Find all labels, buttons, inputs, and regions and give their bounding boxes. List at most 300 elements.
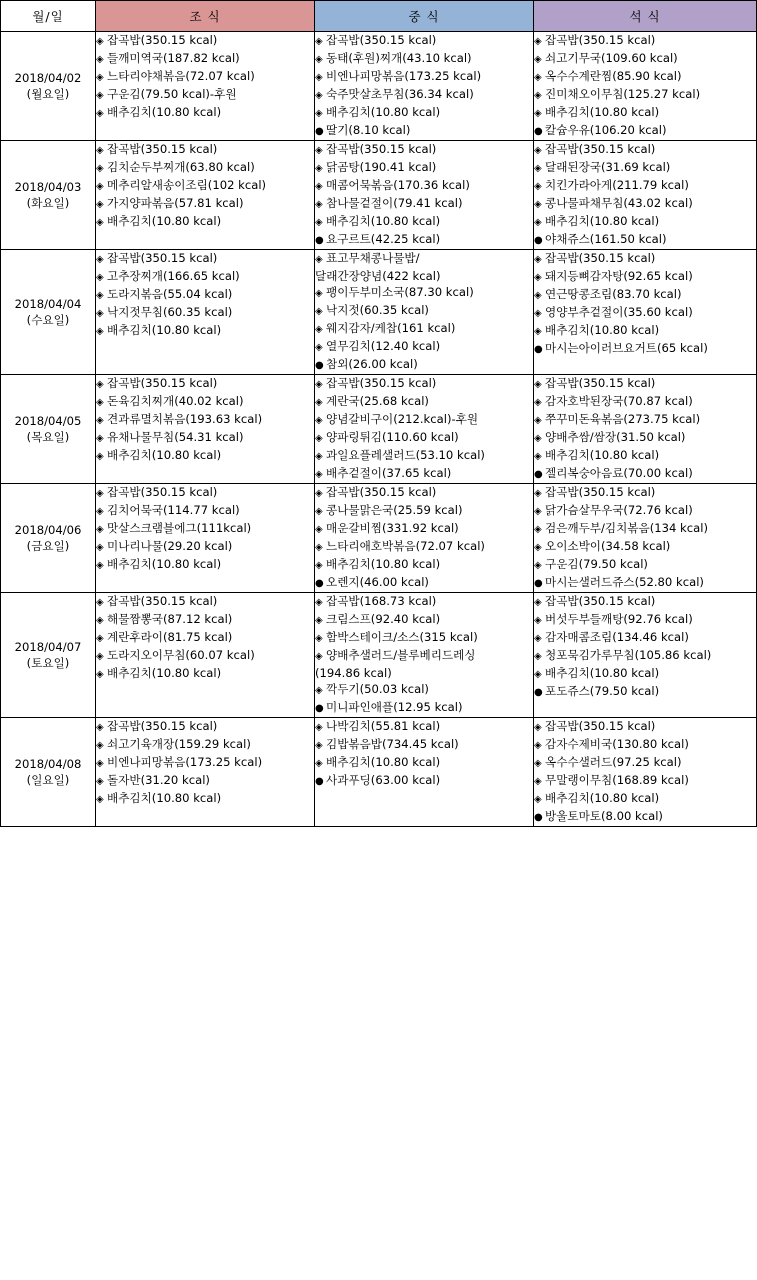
menu-item-text: 닭가슴살무우국(72.76 kcal) [545, 503, 693, 517]
menu-item-text: 팽이두부미소국(87.30 kcal) [326, 285, 474, 299]
dish-bullet-icon: ◈ [96, 560, 104, 571]
lunch-cell [315, 250, 534, 375]
dinner-cell [534, 32, 757, 141]
menu-item-text: 야채쥬스(161.50 kcal) [545, 232, 667, 246]
menu-item-text: 나박김치(55.81 kcal) [326, 719, 441, 733]
menu-item-text: 들깨미역국(187.82 kcal) [107, 51, 240, 65]
dish-bullet-icon: ◈ [96, 217, 104, 228]
menu-item-text: 옥수수계란찜(85.90 kcal) [545, 69, 682, 83]
menu-item-text: 콩나물맑은국(25.59 kcal) [326, 503, 463, 517]
day-row [1, 484, 757, 593]
dish-bullet-icon: ◈ [534, 308, 542, 319]
dish-bullet-icon: ◈ [315, 217, 323, 228]
dish-bullet-icon: ◈ [534, 506, 542, 517]
menu-item-text: 무말랭이무침(168.89 kcal) [545, 773, 689, 787]
dish-bullet-icon: ◈ [534, 72, 542, 83]
menu-item-text: 옥수수샐러드(97.25 kcal) [545, 755, 682, 769]
menu-item-text: (194.86 kcal) [315, 666, 392, 680]
dish-bullet-icon: ◈ [315, 397, 323, 408]
menu-item [315, 104, 533, 122]
dessert-bullet-icon: ● [534, 126, 543, 137]
menu-item-text: 칼슘우유(106.20 kcal) [545, 123, 667, 137]
dish-bullet-icon: ◈ [315, 72, 323, 83]
menu-item [534, 375, 756, 393]
menu-item-text: 표고무채콩나물밥/ [326, 251, 420, 265]
menu-item [96, 177, 314, 195]
menu-item [96, 520, 314, 538]
menu-item [96, 629, 314, 647]
menu-item [534, 322, 756, 340]
dinner-column-header: 석 식 [534, 1, 757, 32]
menu-item [315, 86, 533, 104]
dish-bullet-icon: ◈ [315, 633, 323, 644]
menu-item [96, 484, 314, 502]
dish-bullet-icon: ◈ [315, 433, 323, 444]
menu-item-text: 치킨가라아게(211.79 kcal) [545, 178, 689, 192]
menu-item [96, 502, 314, 520]
menu-item-text: 느타리야채볶음(72.07 kcal) [107, 69, 255, 83]
dish-bullet-icon: ◈ [96, 415, 104, 426]
menu-item-text: 요구르트(42.25 kcal) [326, 232, 441, 246]
menu-item [96, 411, 314, 429]
menu-item-text: 잡곡밥(350.15 kcal) [326, 376, 437, 390]
menu-item [315, 250, 533, 268]
menu-item [315, 159, 533, 177]
menu-item [96, 86, 314, 104]
menu-item-text: 돼지등뼈감자탕(92.65 kcal) [545, 269, 693, 283]
menu-item [534, 86, 756, 104]
menu-item-text: 양파링튀김(110.60 kcal) [326, 430, 459, 444]
dish-bullet-icon: ◈ [315, 451, 323, 462]
menu-item [315, 520, 533, 538]
menu-item [96, 32, 314, 50]
dish-bullet-icon: ◈ [96, 651, 104, 662]
menu-item-text: 양배추쌈/쌈장(31.50 kcal) [545, 430, 686, 444]
menu-item-text: 배추겉절이(37.65 kcal) [326, 466, 452, 480]
dish-bullet-icon: ◈ [315, 415, 323, 426]
menu-item [96, 213, 314, 231]
menu-item [96, 50, 314, 68]
menu-item [534, 574, 756, 592]
breakfast-cell [96, 375, 315, 484]
dish-bullet-icon: ◈ [534, 397, 542, 408]
dish-bullet-icon: ◈ [534, 145, 542, 156]
menu-item-text: 배추김치(10.80 kcal) [326, 105, 441, 119]
menu-item-text: 웨지감자/케찹(161 kcal) [326, 321, 456, 335]
menu-item-text: 양배추샐러드/블루베리드레싱 [326, 648, 476, 662]
menu-item-text: 쭈꾸미돈육볶음(273.75 kcal) [545, 412, 701, 426]
menu-item-text: 매운갈비찜(331.92 kcal) [326, 521, 459, 535]
menu-item-text: 양념갈비구이(212.kcal)-후원 [326, 412, 479, 426]
menu-item [315, 375, 533, 393]
menu-item [534, 629, 756, 647]
menu-item-text: 쇠고기무국(109.60 kcal) [545, 51, 678, 65]
menu-item [534, 665, 756, 683]
menu-item [96, 268, 314, 286]
dish-bullet-icon: ◈ [534, 488, 542, 499]
menu-item [315, 772, 533, 790]
menu-item-text: 미니파인애플(12.95 kcal) [326, 700, 463, 714]
menu-item [534, 340, 756, 358]
dish-bullet-icon: ◈ [96, 776, 104, 787]
menu-item-text: 메추리알새송이조림(102 kcal) [107, 178, 267, 192]
menu-item-text: 방울토마토(8.00 kcal) [545, 809, 663, 823]
menu-item [96, 736, 314, 754]
menu-item-text: 계란국(25.68 kcal) [326, 394, 429, 408]
menu-item [315, 502, 533, 520]
breakfast-column-header: 조 식 [96, 1, 315, 32]
menu-item [96, 665, 314, 683]
menu-item [315, 699, 533, 717]
menu-item [534, 213, 756, 231]
menu-item-text: 배추김치(10.80 kcal) [107, 105, 222, 119]
dish-bullet-icon: ◈ [315, 163, 323, 174]
menu-item [315, 647, 533, 665]
dish-bullet-icon: ◈ [96, 145, 104, 156]
menu-item-text: 콩나물파채무침(43.02 kcal) [545, 196, 693, 210]
menu-item-text: 김치어묵국(114.77 kcal) [107, 503, 240, 517]
dish-bullet-icon: ◈ [96, 397, 104, 408]
day-row [1, 141, 757, 250]
menu-item-text: 낙지젓(60.35 kcal) [326, 303, 429, 317]
menu-item [315, 302, 533, 320]
menu-item [534, 683, 756, 701]
day-row [1, 250, 757, 375]
menu-item [315, 447, 533, 465]
menu-item-text: 고추장찌개(166.65 kcal) [107, 269, 240, 283]
menu-item-text: 숙주맛살초무침(36.34 kcal) [326, 87, 474, 101]
menu-item [534, 718, 756, 736]
dish-bullet-icon: ◈ [315, 306, 323, 317]
dish-bullet-icon: ◈ [534, 163, 542, 174]
weekday-text: (화요일) [26, 196, 70, 210]
menu-item [534, 736, 756, 754]
dish-bullet-icon: ◈ [534, 758, 542, 769]
menu-item [315, 465, 533, 483]
dish-bullet-icon: ◈ [534, 108, 542, 119]
menu-item [534, 122, 756, 140]
menu-item [315, 393, 533, 411]
dish-bullet-icon: ◈ [534, 560, 542, 571]
dish-bullet-icon: ◈ [96, 90, 104, 101]
menu-item-text: 돈육김치찌개(40.02 kcal) [107, 394, 244, 408]
dish-bullet-icon: ◈ [534, 415, 542, 426]
menu-item-text: 배추김치(10.80 kcal) [326, 214, 441, 228]
dessert-bullet-icon: ● [315, 578, 324, 589]
menu-item-text: 구운김(79.50 kcal)-후원 [107, 87, 237, 101]
menu-item-text: 가지양파볶음(57.81 kcal) [107, 196, 244, 210]
weekday-text: (토요일) [26, 656, 70, 670]
menu-item [315, 231, 533, 249]
weekday-text: (금요일) [26, 539, 70, 553]
dish-bullet-icon: ◈ [315, 469, 323, 480]
menu-item [534, 772, 756, 790]
dish-bullet-icon: ◈ [315, 342, 323, 353]
menu-item [96, 754, 314, 772]
dessert-bullet-icon: ● [315, 776, 324, 787]
weekday-text: (목요일) [26, 430, 70, 444]
dish-bullet-icon: ◈ [96, 181, 104, 192]
dish-bullet-icon: ◈ [534, 794, 542, 805]
menu-item-text: 배추김치(10.80 kcal) [107, 323, 222, 337]
menu-item-text: 참나물겉절이(79.41 kcal) [326, 196, 463, 210]
dessert-bullet-icon: ● [315, 360, 324, 371]
menu-item [96, 68, 314, 86]
dish-bullet-icon: ◈ [96, 108, 104, 119]
menu-item [96, 593, 314, 611]
dish-bullet-icon: ◈ [534, 36, 542, 47]
dish-bullet-icon: ◈ [96, 326, 104, 337]
menu-item [96, 141, 314, 159]
day-row [1, 593, 757, 718]
menu-item-text: 잡곡밥(350.15 kcal) [107, 594, 218, 608]
dish-bullet-icon: ◈ [96, 72, 104, 83]
menu-item [315, 68, 533, 86]
date-cell [1, 250, 96, 375]
lunch-cell [315, 375, 534, 484]
dish-bullet-icon: ◈ [315, 685, 323, 696]
dish-bullet-icon: ◈ [96, 379, 104, 390]
menu-item [315, 754, 533, 772]
date-text: 2018/04/02 [14, 71, 82, 85]
dish-bullet-icon: ◈ [96, 54, 104, 65]
menu-body [1, 32, 757, 827]
menu-item-text: 느타리애호박볶음(72.07 kcal) [326, 539, 485, 553]
menu-item [534, 250, 756, 268]
dish-bullet-icon: ◈ [534, 326, 542, 337]
menu-item-text: 잡곡밥(350.15 kcal) [107, 376, 218, 390]
dish-bullet-icon: ◈ [96, 254, 104, 265]
menu-item-text: 배추김치(10.80 kcal) [545, 791, 660, 805]
dish-bullet-icon: ◈ [534, 722, 542, 733]
menu-item-text: 진미채오이무침(125.27 kcal) [545, 87, 701, 101]
menu-item [96, 772, 314, 790]
menu-item [315, 593, 533, 611]
dish-bullet-icon: ◈ [96, 163, 104, 174]
menu-item-text: 잡곡밥(350.15 kcal) [545, 251, 656, 265]
menu-item-text: 잡곡밥(350.15 kcal) [545, 594, 656, 608]
menu-item [315, 665, 533, 681]
menu-item [534, 286, 756, 304]
dish-bullet-icon: ◈ [534, 542, 542, 553]
dish-bullet-icon: ◈ [534, 379, 542, 390]
menu-item-text: 닭곰탕(190.41 kcal) [326, 160, 437, 174]
dish-bullet-icon: ◈ [534, 740, 542, 751]
dish-bullet-icon: ◈ [315, 506, 323, 517]
dish-bullet-icon: ◈ [534, 651, 542, 662]
weekday-text: (수요일) [26, 313, 70, 327]
dinner-cell [534, 484, 757, 593]
menu-item [534, 159, 756, 177]
dish-bullet-icon: ◈ [315, 288, 323, 299]
dish-bullet-icon: ◈ [315, 324, 323, 335]
menu-item-text: 잡곡밥(350.15 kcal) [107, 719, 218, 733]
menu-item [534, 68, 756, 86]
menu-item-text: 잡곡밥(350.15 kcal) [545, 719, 656, 733]
menu-item-text: 참외(26.00 kcal) [326, 357, 418, 371]
menu-item [96, 647, 314, 665]
menu-item-text: 견과류멸치볶음(193.63 kcal) [107, 412, 263, 426]
menu-item-text: 배추김치(10.80 kcal) [545, 323, 660, 337]
menu-item-text: 함박스테이크/소스(315 kcal) [326, 630, 478, 644]
menu-item-text: 김밥볶음밥(734.45 kcal) [326, 737, 459, 751]
menu-item [534, 465, 756, 483]
menu-item-text: 잡곡밥(350.15 kcal) [107, 33, 218, 47]
menu-item-text: 잡곡밥(350.15 kcal) [107, 485, 218, 499]
dish-bullet-icon: ◈ [315, 90, 323, 101]
menu-item-text: 감자수제비국(130.80 kcal) [545, 737, 689, 751]
menu-item [534, 647, 756, 665]
menu-item [96, 286, 314, 304]
menu-item-text: 배추김치(10.80 kcal) [107, 214, 222, 228]
menu-item-text: 낙지젓무침(60.35 kcal) [107, 305, 233, 319]
day-row [1, 32, 757, 141]
dish-bullet-icon: ◈ [315, 254, 323, 265]
menu-item [96, 375, 314, 393]
menu-item [315, 629, 533, 647]
menu-item-text: 유채나물무침(54.31 kcal) [107, 430, 244, 444]
menu-item [96, 447, 314, 465]
menu-item [534, 808, 756, 826]
menu-item-text: 돌자반(31.20 kcal) [107, 773, 210, 787]
menu-item [315, 681, 533, 699]
menu-item [315, 484, 533, 502]
dish-bullet-icon: ◈ [534, 776, 542, 787]
menu-item [534, 411, 756, 429]
menu-item [315, 556, 533, 574]
lunch-cell [315, 141, 534, 250]
menu-item [534, 538, 756, 556]
menu-item-text: 청포묵김가루무침(105.86 kcal) [545, 648, 712, 662]
dish-bullet-icon: ◈ [534, 254, 542, 265]
menu-item-text: 연근땅콩조림(83.70 kcal) [545, 287, 682, 301]
menu-item [534, 502, 756, 520]
menu-item [315, 718, 533, 736]
menu-item-text: 잡곡밥(350.15 kcal) [545, 33, 656, 47]
menu-item-text: 영양부추겉절이(35.60 kcal) [545, 305, 693, 319]
menu-item-text: 오렌지(46.00 kcal) [326, 575, 429, 589]
menu-item [534, 141, 756, 159]
dish-bullet-icon: ◈ [315, 542, 323, 553]
dessert-bullet-icon: ● [534, 235, 543, 246]
menu-item-text: 잡곡밥(350.15 kcal) [545, 142, 656, 156]
menu-item-text: 과일요플레샐러드(53.10 kcal) [326, 448, 485, 462]
dish-bullet-icon: ◈ [534, 199, 542, 210]
dish-bullet-icon: ◈ [315, 722, 323, 733]
dessert-bullet-icon: ● [315, 235, 324, 246]
menu-item [96, 195, 314, 213]
dessert-bullet-icon: ● [534, 578, 543, 589]
menu-item [96, 611, 314, 629]
dish-bullet-icon: ◈ [96, 794, 104, 805]
dish-bullet-icon: ◈ [534, 669, 542, 680]
date-cell [1, 375, 96, 484]
menu-item-text: 잡곡밥(350.15 kcal) [326, 33, 437, 47]
menu-item-text: 젤리복숭아음료(70.00 kcal) [545, 466, 693, 480]
menu-item-text: 비엔나피망볶음(173.25 kcal) [107, 755, 263, 769]
menu-item-text: 쇠고기육개장(159.29 kcal) [107, 737, 251, 751]
dish-bullet-icon: ◈ [96, 597, 104, 608]
menu-item-text: 잡곡밥(168.73 kcal) [326, 594, 437, 608]
menu-item-text: 계란후라이(81.75 kcal) [107, 630, 233, 644]
day-row [1, 718, 757, 827]
menu-item-text: 열무김치(12.40 kcal) [326, 339, 441, 353]
dish-bullet-icon: ◈ [96, 506, 104, 517]
menu-item-text: 배추김치(10.80 kcal) [326, 557, 441, 571]
menu-item-text: 배추김치(10.80 kcal) [326, 755, 441, 769]
menu-item-text: 버섯두부들깨탕(92.76 kcal) [545, 612, 693, 626]
menu-item [315, 177, 533, 195]
dish-bullet-icon: ◈ [534, 633, 542, 644]
dish-bullet-icon: ◈ [96, 758, 104, 769]
menu-item [315, 320, 533, 338]
dessert-bullet-icon: ● [315, 703, 324, 714]
menu-item-text: 사과푸딩(63.00 kcal) [326, 773, 441, 787]
menu-item-text: 감자매콤조림(134.46 kcal) [545, 630, 689, 644]
menu-item [534, 754, 756, 772]
dish-bullet-icon: ◈ [315, 758, 323, 769]
menu-item-text: 오이소박이(34.58 kcal) [545, 539, 671, 553]
header-row [1, 1, 757, 32]
menu-item-text: 잡곡밥(350.15 kcal) [107, 251, 218, 265]
dish-bullet-icon: ◈ [96, 488, 104, 499]
menu-item [315, 429, 533, 447]
menu-item [315, 213, 533, 231]
menu-item [315, 268, 533, 284]
dinner-cell [534, 593, 757, 718]
menu-item [534, 429, 756, 447]
menu-item [534, 611, 756, 629]
date-cell [1, 718, 96, 827]
menu-item [96, 104, 314, 122]
menu-item [315, 284, 533, 302]
dinner-cell [534, 141, 757, 250]
dish-bullet-icon: ◈ [534, 217, 542, 228]
dish-bullet-icon: ◈ [315, 597, 323, 608]
menu-item-text: 달래간장양념(422 kcal) [315, 269, 441, 283]
menu-item [96, 538, 314, 556]
menu-item-text: 맛살스크램블에그(111kcal) [107, 521, 252, 535]
dessert-bullet-icon: ● [534, 469, 543, 480]
menu-item-text: 배추김치(10.80 kcal) [107, 791, 222, 805]
date-text: 2018/04/05 [14, 414, 82, 428]
menu-item-text: 동태(후원)찌개(43.10 kcal) [326, 51, 472, 65]
menu-item-text: 마시는아이러브요거트(65 kcal) [545, 341, 708, 355]
breakfast-cell [96, 484, 315, 593]
menu-item [315, 411, 533, 429]
dish-bullet-icon: ◈ [534, 433, 542, 444]
menu-item [96, 556, 314, 574]
dish-bullet-icon: ◈ [315, 181, 323, 192]
breakfast-cell [96, 250, 315, 375]
dessert-bullet-icon: ● [534, 344, 543, 355]
menu-item-text: 마시는샐러드쥬스(52.80 kcal) [545, 575, 704, 589]
dish-bullet-icon: ◈ [315, 145, 323, 156]
dish-bullet-icon: ◈ [96, 669, 104, 680]
date-cell [1, 141, 96, 250]
menu-item [96, 718, 314, 736]
menu-item [96, 429, 314, 447]
menu-item-text: 배추김치(10.80 kcal) [545, 666, 660, 680]
menu-item [534, 231, 756, 249]
menu-item [96, 250, 314, 268]
dinner-cell [534, 250, 757, 375]
menu-item-text: 매콤어묵볶음(170.36 kcal) [326, 178, 470, 192]
menu-item [534, 177, 756, 195]
date-text: 2018/04/04 [14, 297, 82, 311]
dish-bullet-icon: ◈ [534, 290, 542, 301]
menu-item [534, 520, 756, 538]
